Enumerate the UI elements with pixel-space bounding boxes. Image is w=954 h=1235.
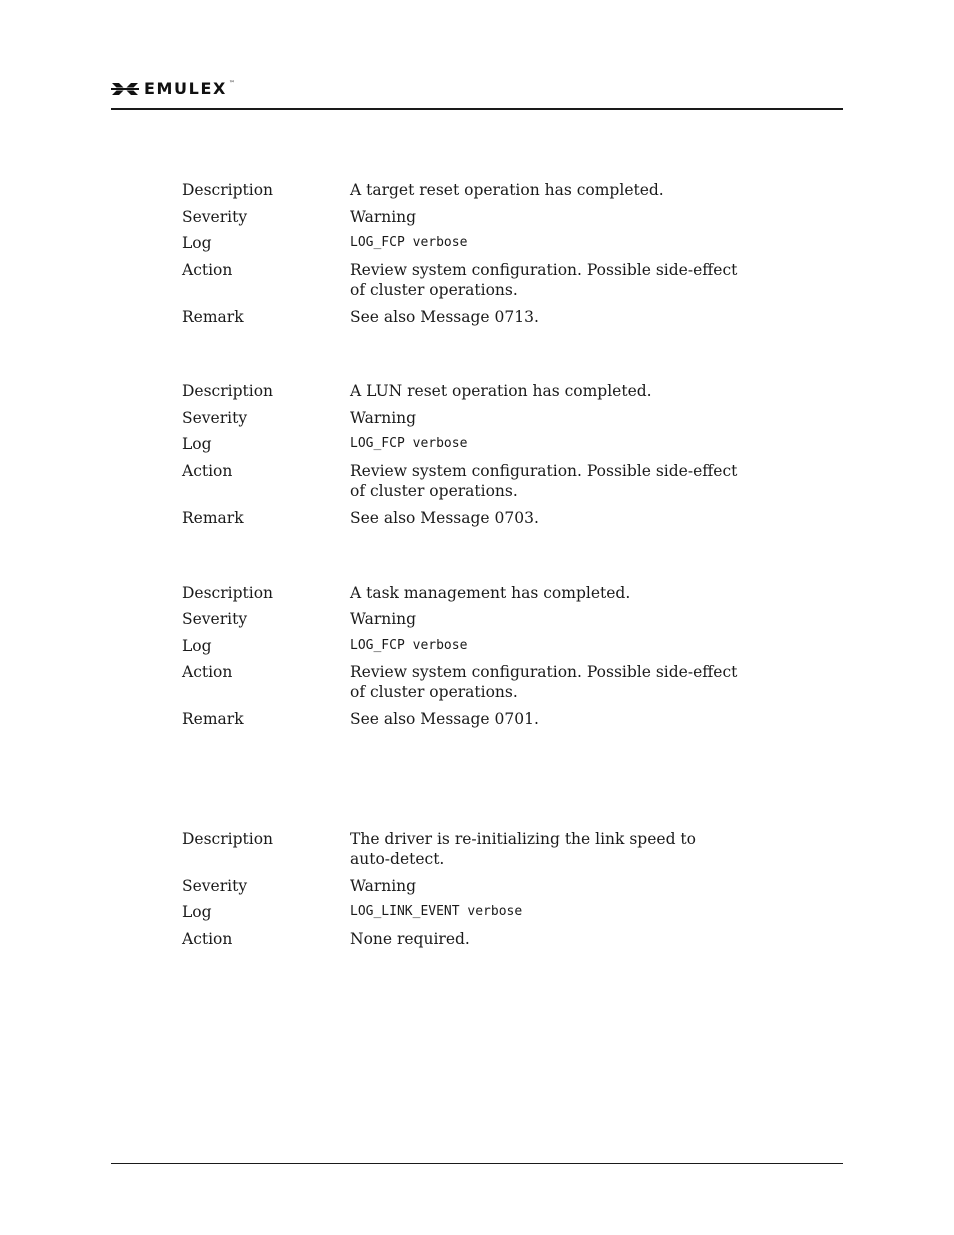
severity-label: Severity: [182, 208, 248, 226]
trademark-symbol: ™: [228, 79, 235, 87]
description-label: Description: [182, 382, 274, 400]
description-value: A LUN reset operation has completed.: [350, 382, 652, 400]
severity-value: Warning: [350, 208, 417, 226]
emulex-logo-icon: [111, 81, 139, 97]
remark-row: [182, 709, 742, 729]
log-value: LOG_LINK_EVENT verbose: [350, 904, 523, 919]
severity-row: [182, 609, 742, 636]
log-label: Log: [182, 903, 212, 921]
severity-row: [182, 408, 742, 434]
action-value-line2: of cluster operations.: [350, 281, 518, 299]
action-label: Action: [182, 663, 233, 681]
severity-row: [182, 876, 742, 902]
severity-value: Warning: [350, 877, 417, 895]
action-row: [182, 260, 742, 307]
footer-rule: [111, 1163, 843, 1164]
severity-value: Warning: [350, 610, 417, 628]
message-entry: [182, 829, 742, 949]
description-value-line1: The driver is re-initializing the link speed to: [350, 830, 696, 848]
message-entry: [182, 583, 742, 729]
action-label: Action: [182, 261, 233, 279]
log-row: [182, 902, 742, 929]
description-row: [182, 829, 742, 876]
log-value: LOG_FCP verbose: [350, 638, 468, 653]
action-label: Action: [182, 462, 233, 480]
action-row: [182, 461, 742, 508]
log-row: [182, 434, 742, 461]
remark-value: See also Message 0713.: [350, 308, 539, 326]
severity-label: Severity: [182, 409, 248, 427]
remark-label: Remark: [182, 509, 244, 527]
action-label: Action: [182, 930, 233, 948]
action-row: [182, 662, 742, 709]
remark-label: Remark: [182, 710, 244, 728]
log-row: [182, 233, 742, 260]
page-header: [111, 78, 843, 109]
remark-row: [182, 508, 742, 528]
remark-value: See also Message 0701.: [350, 710, 539, 728]
action-value-line2: of cluster operations.: [350, 482, 518, 500]
action-row: [182, 929, 742, 949]
action-value-line2: of cluster operations.: [350, 683, 518, 701]
remark-row: [182, 307, 742, 327]
message-entry: [182, 180, 742, 327]
action-value-line1: Review system configuration. Possible side-effect: [350, 663, 738, 681]
remark-value: See also Message 0703.: [350, 509, 539, 527]
action-value: None required.: [350, 930, 470, 948]
description-label: Description: [182, 584, 274, 602]
log-value: LOG_FCP verbose: [350, 436, 468, 451]
description-label: Description: [182, 181, 274, 199]
log-label: Log: [182, 234, 212, 252]
remark-label: Remark: [182, 308, 244, 326]
description-value: A target reset operation has completed.: [350, 181, 664, 199]
severity-value: Warning: [350, 409, 417, 427]
description-row: [182, 180, 742, 207]
log-row: [182, 636, 742, 662]
description-value: A task management has completed.: [350, 584, 631, 602]
severity-label: Severity: [182, 877, 248, 895]
severity-label: Severity: [182, 610, 248, 628]
message-entry: [182, 381, 742, 528]
action-value-line1: Review system configuration. Possible side-effect: [350, 261, 738, 279]
emulex-logo: [111, 80, 238, 98]
description-value-line2: auto-detect.: [350, 850, 445, 868]
log-label: Log: [182, 637, 212, 655]
severity-row: [182, 207, 742, 233]
description-label: Description: [182, 830, 274, 848]
log-label: Log: [182, 435, 212, 453]
description-row: [182, 381, 742, 408]
description-row: [182, 583, 742, 609]
header-rule: [111, 108, 843, 110]
log-value: LOG_FCP verbose: [350, 235, 468, 250]
action-value-line1: Review system configuration. Possible side-effect: [350, 462, 738, 480]
logo-wordmark: EMULEX: [144, 79, 227, 98]
